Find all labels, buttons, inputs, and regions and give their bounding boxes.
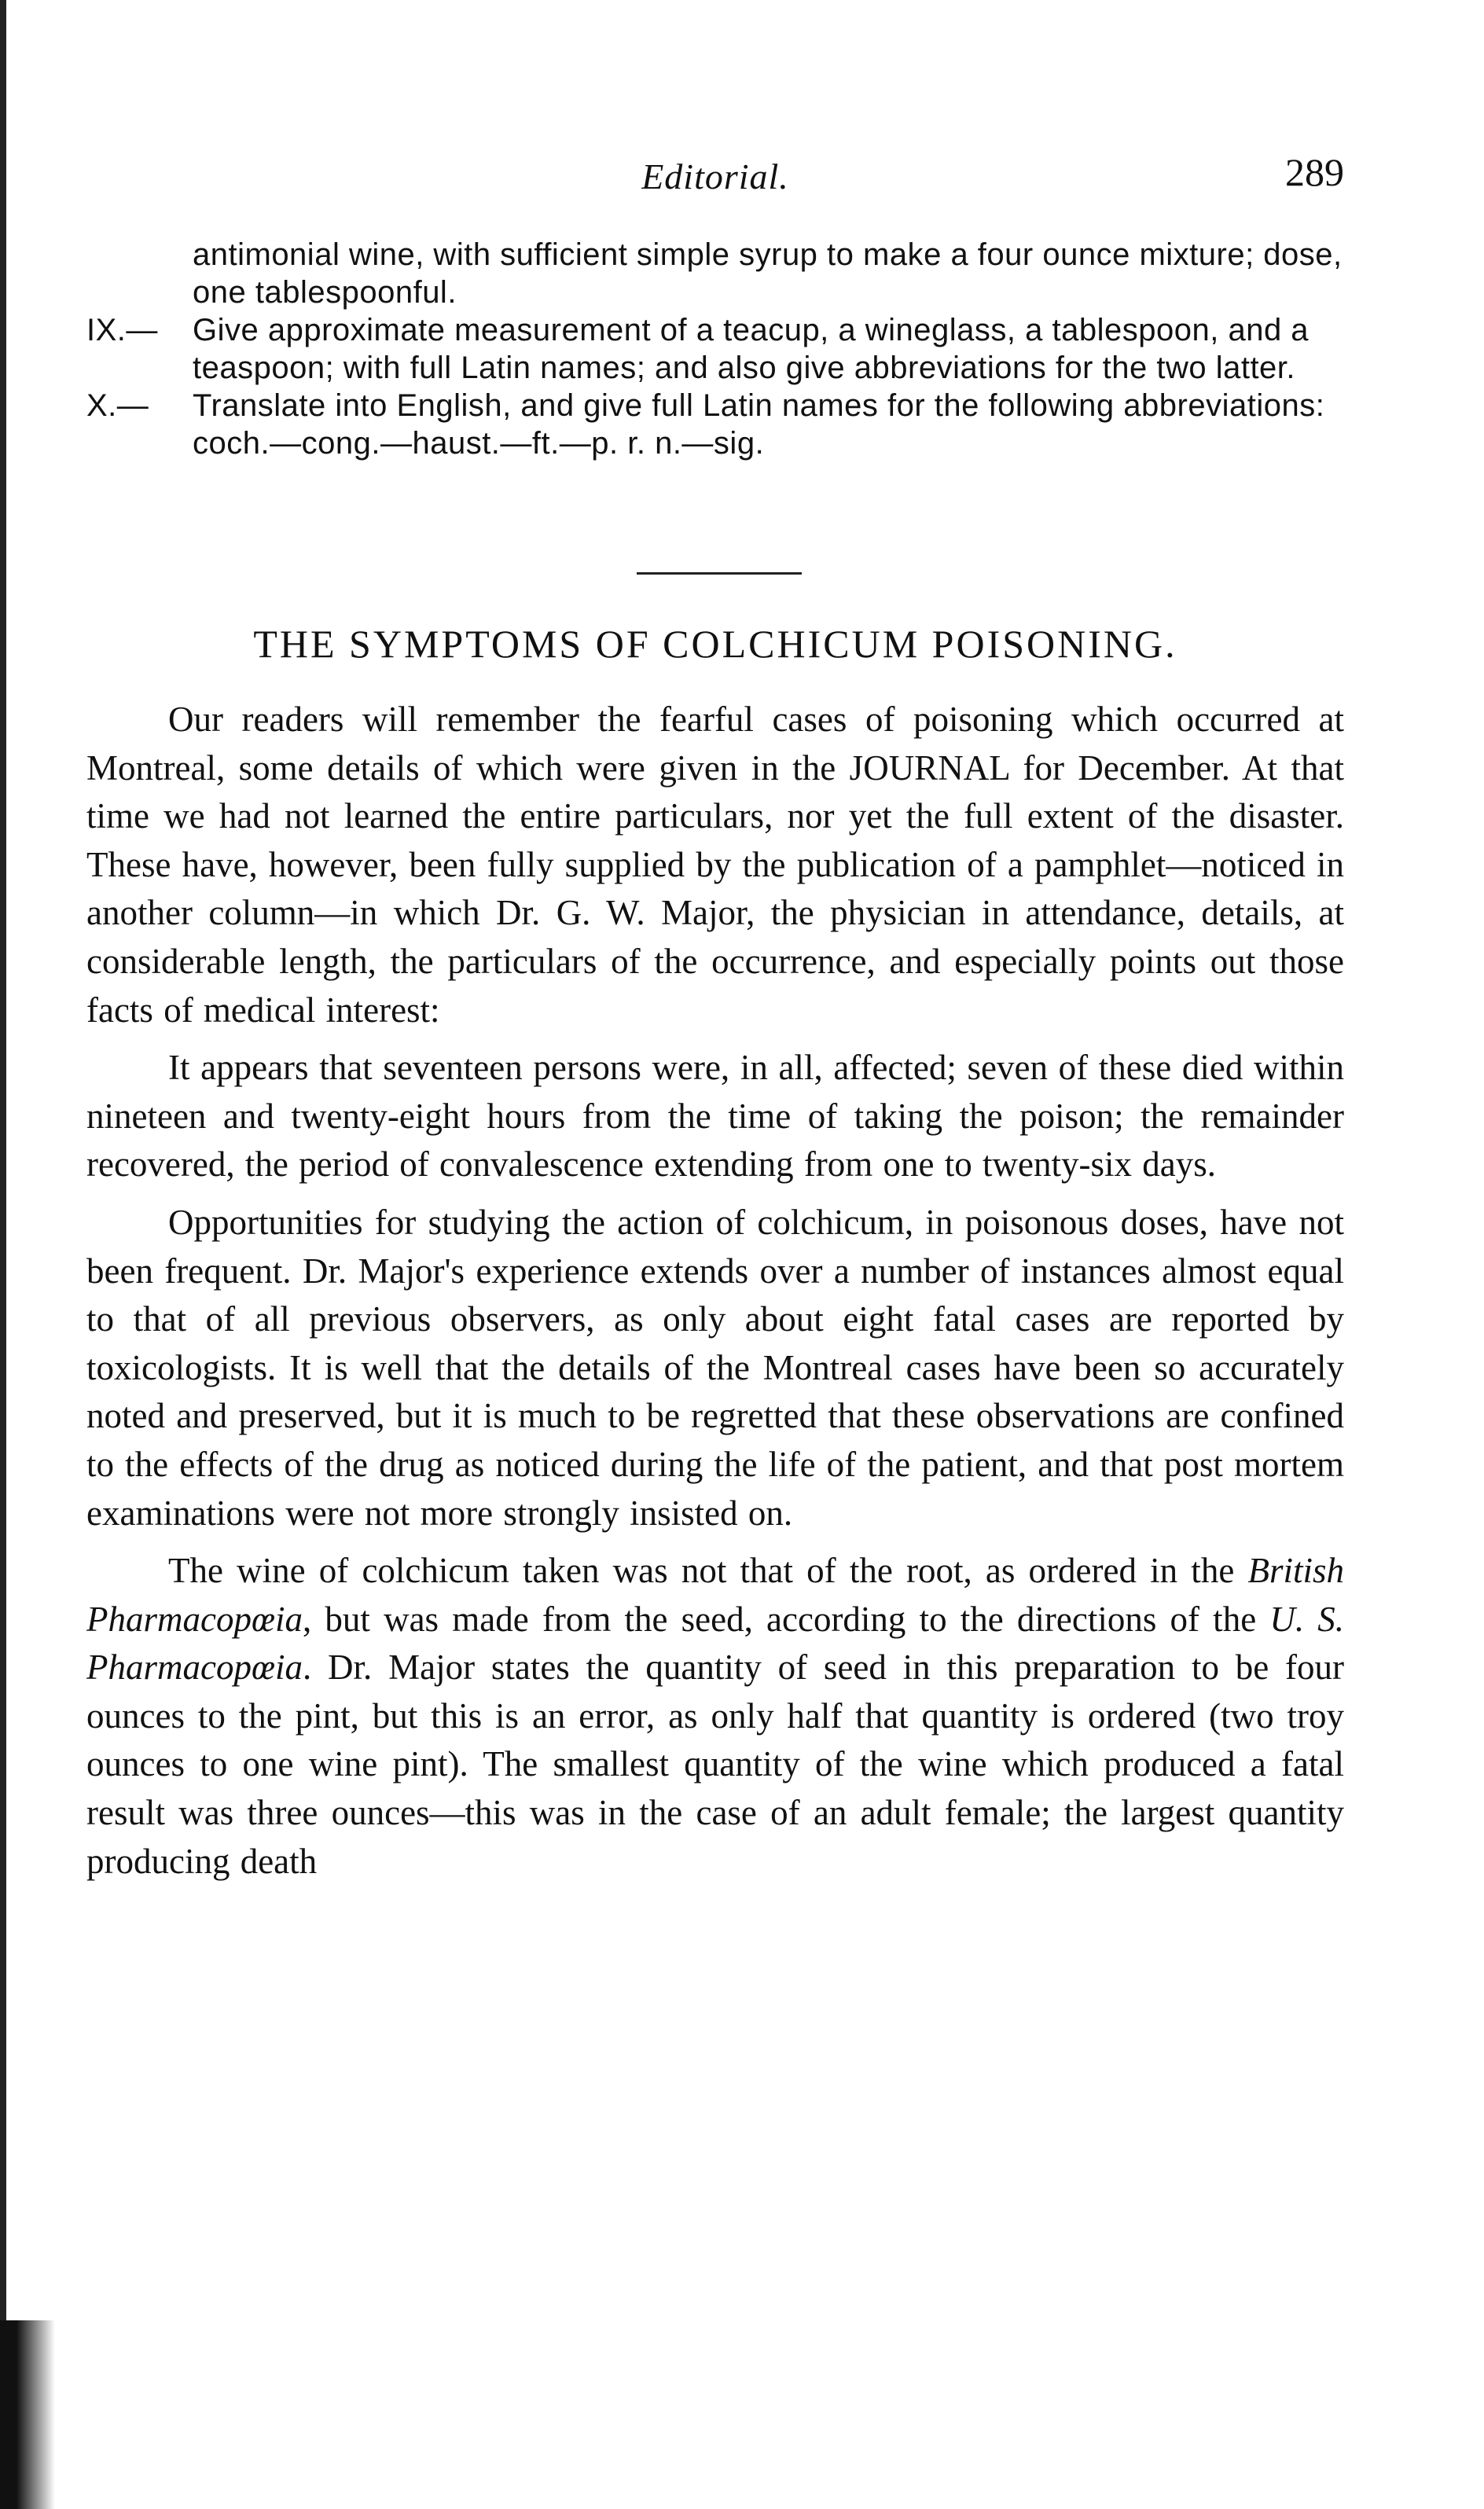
exam-questions: [86, 236, 1344, 462]
page-gutter-shadow: [0, 0, 6, 2509]
paragraph: Our readers will remember the fearful cases of poisoning which occurred at Montreal, some details of which were given in the JOURNAL for December. At that time we had not learned the entire particulars, nor yet the full extent of the disaster. These have, however, been fully supplied by the publication of a pamphlet—noticed in another column—in which Dr. G. W. Major, the physician in attendance, details, at considerable length, the particulars of the occurrence, and especially points out those facts of medical interest:: [86, 700, 1344, 1030]
question-item: [86, 387, 1344, 462]
text-run: . Dr. Major states the quantity of seed in this preparation to be four ounces to the pint, but this is an error, as only half that quantity is ordered (two troy ounces to one wine pint). The smallest quantity of the wine which produced a fatal result was three ounces—this was in the case of an adult female; the largest quantity producing death: [86, 1648, 1344, 1881]
question-item: [86, 311, 1344, 387]
question-number: X.—: [86, 388, 149, 423]
text-run: The wine of colchicum taken was not that of the root, as ordered in the: [168, 1551, 1248, 1591]
paragraph: [86, 1547, 1344, 1886]
page-corner-shadow: [0, 2320, 55, 2509]
italic-title: U. S. Pharmacopœia: [86, 1599, 1345, 1688]
question-text: Give approximate measurement of a teacup, a wineglass, a tablespoon, and a teaspoon; with full Latin names; and also give abbreviations for the two latter.: [193, 313, 1310, 385]
document-page: [86, 0, 1344, 2509]
question-number: IX.—: [86, 313, 158, 347]
article-body: [86, 696, 1344, 1895]
paragraph: Opportunities for studying the action of colchicum, in poisonous doses, have not been frequent. Dr. Major's experience extends over a number of instances almost equal to that of all previous observers, as only about eight fatal cases are reported by toxicologists. It is well that the details of the Montreal cases have been so accurately noted and preserved, but it is much to be regretted that these observations are confined to the effects of the drug as noticed during the life of the patient, and that post mortem examinations were not more strongly insisted on.: [86, 1202, 1344, 1533]
page-number: 289: [1285, 150, 1344, 194]
question-continuation: antimonial wine, with sufficient simple syrup to make a four ounce mixture; dose, one tablespoonful.: [193, 237, 1343, 310]
italic-title: British Pharmacopœia: [86, 1551, 1344, 1639]
section-divider: [637, 572, 802, 575]
running-head: [86, 149, 1344, 204]
running-head-title: Editorial.: [641, 156, 789, 197]
question-text: Translate into English, and give full Latin names for the following abbreviations: coch.—cong.—haust.—ft.—p. r. n.—sig.: [193, 388, 1325, 461]
paragraph: It appears that seventeen persons were, in all, affected; seven of these died within nineteen and twenty-eight hours from the time of taking the poison; the remainder recovered, the period of convalescence extending from one to twenty-six days.: [86, 1048, 1344, 1185]
article-heading: THE SYMPTOMS OF COLCHICUM POISONING.: [253, 622, 1177, 666]
text-run: , but was made from the seed, according to the directions of the: [303, 1599, 1270, 1639]
